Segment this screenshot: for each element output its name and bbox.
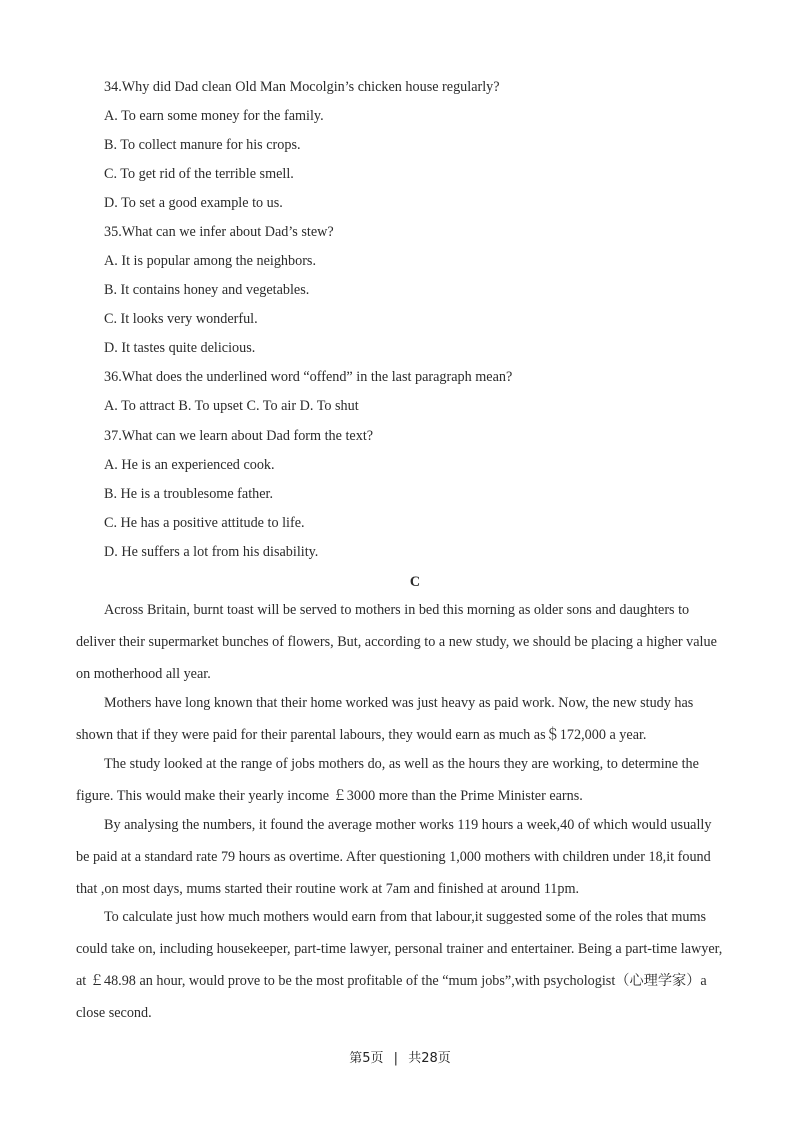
section-heading: C: [409, 574, 421, 590]
question-35-stem: 35.What can we infer about Dad’s stew?: [104, 224, 334, 240]
paragraph-4-line-1: By analysing the numbers, it found the average mother works 119 hours a week,40 of which would usually: [104, 817, 712, 833]
page-footer: [0, 1047, 800, 1066]
question-36-options: A. To attract B. To upset C. To air D. To shut: [104, 398, 359, 414]
page-number: 第5页: [349, 1051, 384, 1066]
question-34-option-a: A. To earn some money for the family.: [104, 108, 324, 124]
page-separator: |: [393, 1051, 399, 1066]
paragraph-5-line-1: To calculate just how much mothers would earn from that labour,it suggested some of the roles that mums: [104, 909, 707, 925]
question-35-option-d: D. It tastes quite delicious.: [104, 340, 256, 356]
paragraph-3: [76, 748, 728, 812]
question-37-stem: 37.What can we learn about Dad form the text?: [104, 428, 374, 444]
question-34-option-d: D. To set a good example to us.: [104, 195, 283, 211]
question-37-option-b: B. He is a troublesome father.: [104, 486, 274, 502]
paragraph-1-line-2: deliver their supermarket bunches of flowers, But, according to a new study, we should be placing a higher value: [76, 634, 717, 650]
paragraph-1-line-1: Across Britain, burnt toast will be served to mothers in bed this morning as older sons and daughters to: [104, 602, 690, 618]
question-36-stem: 36.What does the underlined word “offend” in the last paragraph mean?: [104, 369, 513, 385]
paragraph-2: [76, 687, 728, 751]
page-total: 共28页: [408, 1051, 451, 1066]
paragraph-4-line-3: that ,on most days, mums started their routine work at 7am and finished at around 11pm.: [76, 881, 580, 897]
paragraph-1: [76, 594, 728, 690]
paragraph-3-line-2: figure. This would make their yearly income ￡3000 more than the Prime Minister earns.: [76, 788, 583, 804]
paragraph-4-line-2: be paid at a standard rate 79 hours as overtime. After questioning 1,000 mothers with children under 18,it found: [76, 849, 711, 865]
question-37-option-c: C. He has a positive attitude to life.: [104, 515, 305, 531]
question-37-option-d: D. He suffers a lot from his disability.: [104, 544, 319, 560]
paragraph-2-line-1: Mothers have long known that their home worked was just heavy as paid work. Now, the new study has: [104, 695, 694, 711]
paragraph-5: [76, 901, 728, 1029]
paragraph-3-line-1: The study looked at the range of jobs mothers do, as well as the hours they are working, to determine the: [104, 756, 699, 772]
paragraph-5-line-3: at ￡48.98 an hour, would prove to be the most profitable of the “mum jobs”,with psychologist（心理学家）a: [76, 973, 707, 989]
question-35-option-b: B. It contains honey and vegetables.: [104, 282, 310, 298]
question-34-option-b: B. To collect manure for his crops.: [104, 137, 301, 153]
question-34-option-c: C. To get rid of the terrible smell.: [104, 166, 294, 182]
paragraph-1-line-3: on motherhood all year.: [76, 666, 211, 682]
paragraph-5-line-4: close second.: [76, 1005, 152, 1021]
paragraph-5-line-2: could take on, including housekeeper, part-time lawyer, personal trainer and entertainer. Being a part-time lawyer,: [76, 941, 723, 957]
question-34-stem: 34.Why did Dad clean Old Man Mocolgin’s chicken house regularly?: [104, 79, 500, 95]
question-35-option-c: C. It looks very wonderful.: [104, 311, 258, 327]
paragraph-4: [76, 809, 728, 905]
paragraph-2-line-2: shown that if they were paid for their parental labours, they would earn as much as＄172,000 a year.: [76, 727, 647, 743]
question-35-option-a: A. It is popular among the neighbors.: [104, 253, 316, 269]
question-37-option-a: A. He is an experienced cook.: [104, 457, 275, 473]
